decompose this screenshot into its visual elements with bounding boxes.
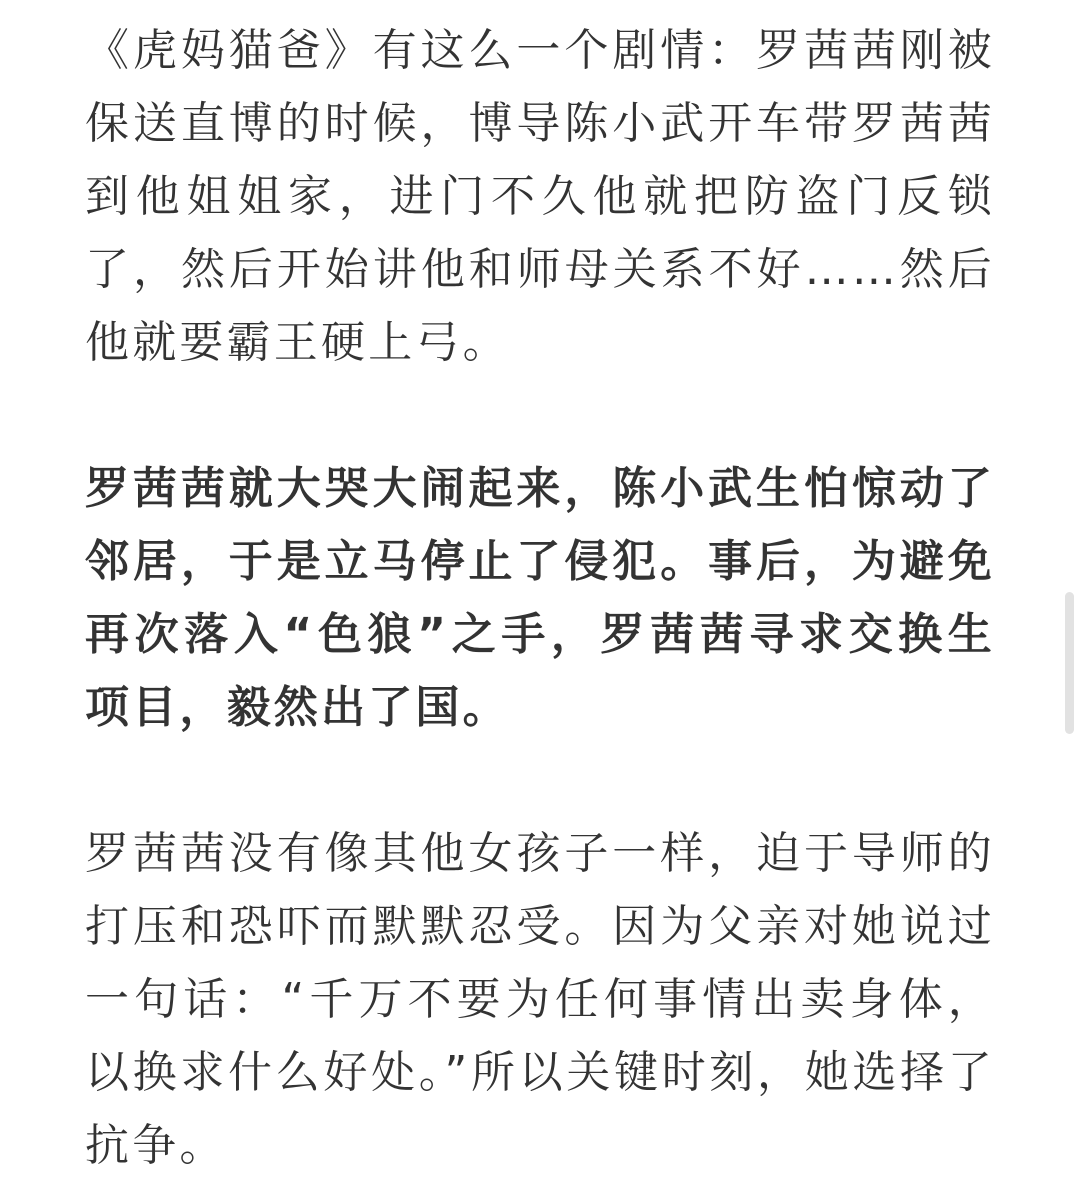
paragraph-2: 罗茜茜就大哭大闹起来，陈小武生怕惊动了邻居，于是立马停止了侵犯。事后，为避免再次落入“色狼”之手，罗茜茜寻求交换生项目，毅然出了国。 <box>85 463 995 733</box>
article-body <box>85 14 995 1182</box>
paragraph-1: 《虎妈猫爸》有这么一个剧情：罗茜茜刚被保送直博的时候，博导陈小武开车带罗茜茜到他姐姐家，进门不久他就把防盗门反锁了，然后开始讲他和师母关系不好……然后他就要霸王硬上弓。 <box>85 25 995 368</box>
scrollbar-thumb[interactable] <box>1065 592 1074 734</box>
paragraph-spacer <box>85 379 995 452</box>
paragraph-3: 罗茜茜没有像其他女孩子一样，迫于导师的打压和恐吓而默默忍受。因为父亲对她说过一句话：“千万不要为任何事情出卖身体，以换求什么好处。”所以关键时刻，她选择了抗争。 <box>85 828 995 1171</box>
paragraph-spacer <box>85 744 995 817</box>
